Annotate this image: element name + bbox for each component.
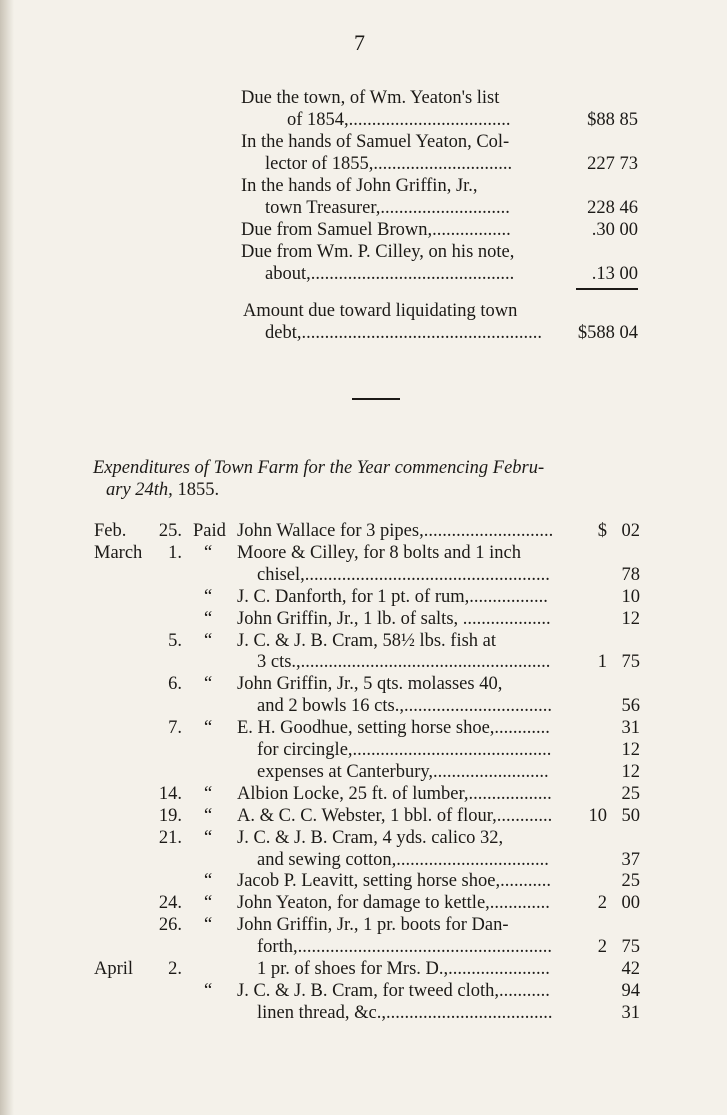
entry-dollars: 10 — [588, 806, 607, 826]
summary-amount: .30 00 — [591, 220, 638, 240]
entry-cents: 00 — [621, 893, 640, 913]
entry-day: 24. — [158, 893, 182, 913]
entry-cents: 50 — [621, 806, 640, 826]
heading-line-cont — [106, 479, 219, 501]
total-line-cont: debt,.................................................... — [265, 323, 542, 343]
entry-text: 1 pr. of shoes for Mrs. D.,...................... — [257, 959, 550, 979]
entry-dollars: 2 — [597, 893, 607, 913]
entry-day: 25. — [158, 521, 182, 541]
entry-day: 21. — [158, 828, 182, 848]
entry-month: April — [94, 959, 134, 979]
entry-mark: “ — [204, 915, 213, 935]
entry-cents: 02 — [621, 521, 640, 541]
entry-text: linen thread, &c.,.................................... — [257, 1003, 553, 1023]
entry-mark: “ — [204, 674, 213, 694]
entry-mark: “ — [204, 543, 213, 563]
entry-text: and sewing cotton,................................. — [257, 850, 549, 870]
entry-cents: 31 — [621, 718, 640, 738]
summary-line-cont: lector of 1855,.............................. — [265, 154, 513, 174]
entry-dollars: $ — [597, 521, 607, 541]
entry-cents: 12 — [621, 740, 640, 760]
summary-line-cont: of 1854,................................... — [287, 110, 511, 130]
total-line: Amount due toward liquidating town — [243, 301, 518, 321]
entry-text: J. C. & J. B. Cram, 58½ lbs. fish at — [237, 631, 497, 651]
entry-text: John Griffin, Jr., 5 qts. molasses 40, — [237, 674, 503, 694]
entry-cents: 37 — [621, 850, 640, 870]
entry-day: 6. — [168, 674, 182, 694]
entry-text: E. H. Goodhue, setting horse shoe,............ — [237, 718, 550, 738]
entry-text: A. & C. C. Webster, 1 bbl. of flour,............ — [237, 806, 553, 826]
entry-mark: “ — [204, 871, 213, 891]
entry-cents: 56 — [621, 696, 640, 716]
entry-text: John Yeaton, for damage to kettle,............. — [237, 893, 550, 913]
entry-mark: “ — [204, 893, 213, 913]
entry-day: 19. — [158, 806, 182, 826]
entry-mark: Paid — [193, 521, 226, 541]
entry-mark: “ — [204, 828, 213, 848]
entry-text: Albion Locke, 25 ft. of lumber,.................. — [237, 784, 552, 804]
entry-cents: 94 — [621, 981, 640, 1001]
entry-text: expenses at Canterbury,......................... — [257, 762, 549, 782]
page-spine-shadow — [0, 0, 14, 1115]
entry-text: John Wallace for 3 pipes,............................ — [237, 521, 554, 541]
heading-date: ary 24th, — [106, 480, 173, 500]
entry-text: for circingle,........................................... — [257, 740, 552, 760]
entry-day: 26. — [158, 915, 182, 935]
entry-cents: 75 — [621, 652, 640, 672]
heading-line: Expenditures of Town Farm for the Year commencing Febru- — [93, 458, 545, 478]
entry-text: J. C. Danforth, for 1 pt. of rum,................. — [237, 587, 548, 607]
page-number: 7 — [354, 30, 365, 55]
section-divider — [352, 398, 400, 400]
entry-text: chisel,..................................................... — [257, 565, 550, 585]
summary-line: Due from Samuel Brown,................. — [241, 220, 511, 240]
summary-line: In the hands of Samuel Yeaton, Col- — [241, 132, 510, 152]
summary-line: Due the town, of Wm. Yeaton's list — [241, 88, 500, 108]
summary-amount: 228 46 — [587, 198, 638, 218]
entry-cents: 25 — [621, 784, 640, 804]
summary-amount: 227 73 — [587, 154, 638, 174]
entry-mark: “ — [204, 981, 213, 1001]
entry-month: March — [94, 543, 143, 563]
entry-cents: 12 — [621, 762, 640, 782]
entry-text: and 2 bowls 16 cts.,................................ — [257, 696, 552, 716]
entry-day: 5. — [168, 631, 182, 651]
entry-text: 3 cts.,...................................................... — [257, 652, 551, 672]
entry-cents: 10 — [621, 587, 640, 607]
entry-cents: 75 — [621, 937, 640, 957]
entry-month: Feb. — [94, 521, 127, 541]
entry-text: Jacob P. Leavitt, setting horse shoe,........... — [237, 871, 551, 891]
summary-amount: $88 85 — [587, 110, 638, 130]
entry-dollars: 1 — [597, 652, 607, 672]
entry-day: 7. — [168, 718, 182, 738]
entry-cents: 42 — [621, 959, 640, 979]
entry-mark: “ — [204, 718, 213, 738]
entry-mark: “ — [204, 631, 213, 651]
entry-text: J. C. & J. B. Cram, 4 yds. calico 32, — [237, 828, 504, 848]
entry-dollars: 2 — [597, 937, 607, 957]
summary-line: Due from Wm. P. Cilley, on his note, — [241, 242, 515, 262]
entry-day: 2. — [168, 959, 182, 979]
entry-cents: 31 — [621, 1003, 640, 1023]
entry-mark: “ — [204, 587, 213, 607]
entry-mark: “ — [204, 806, 213, 826]
entry-cents: 12 — [621, 609, 640, 629]
entry-day: 14. — [158, 784, 182, 804]
total-amount: $588 04 — [577, 323, 638, 343]
entry-mark: “ — [204, 609, 213, 629]
heading-year: 1855. — [172, 480, 220, 500]
summary-line-cont: town Treasurer,............................ — [265, 198, 510, 218]
entry-text: forth,....................................................... — [257, 937, 552, 957]
entry-text: John Griffin, Jr., 1 lb. of salts, ................... — [237, 609, 551, 629]
entry-cents: 78 — [621, 565, 640, 585]
entry-text: John Griffin, Jr., 1 pr. boots for Dan- — [237, 915, 509, 935]
total-rule — [576, 288, 638, 290]
entry-text: J. C. & J. B. Cram, for tweed cloth,........... — [237, 981, 550, 1001]
entry-day: 1. — [168, 543, 182, 563]
summary-line: In the hands of John Griffin, Jr., — [241, 176, 478, 196]
summary-line-cont: about,............................................ — [265, 264, 515, 284]
entry-text: Moore & Cilley, for 8 bolts and 1 inch — [237, 543, 521, 563]
entry-mark: “ — [204, 784, 213, 804]
summary-amount: .13 00 — [591, 264, 638, 284]
entry-cents: 25 — [621, 871, 640, 891]
